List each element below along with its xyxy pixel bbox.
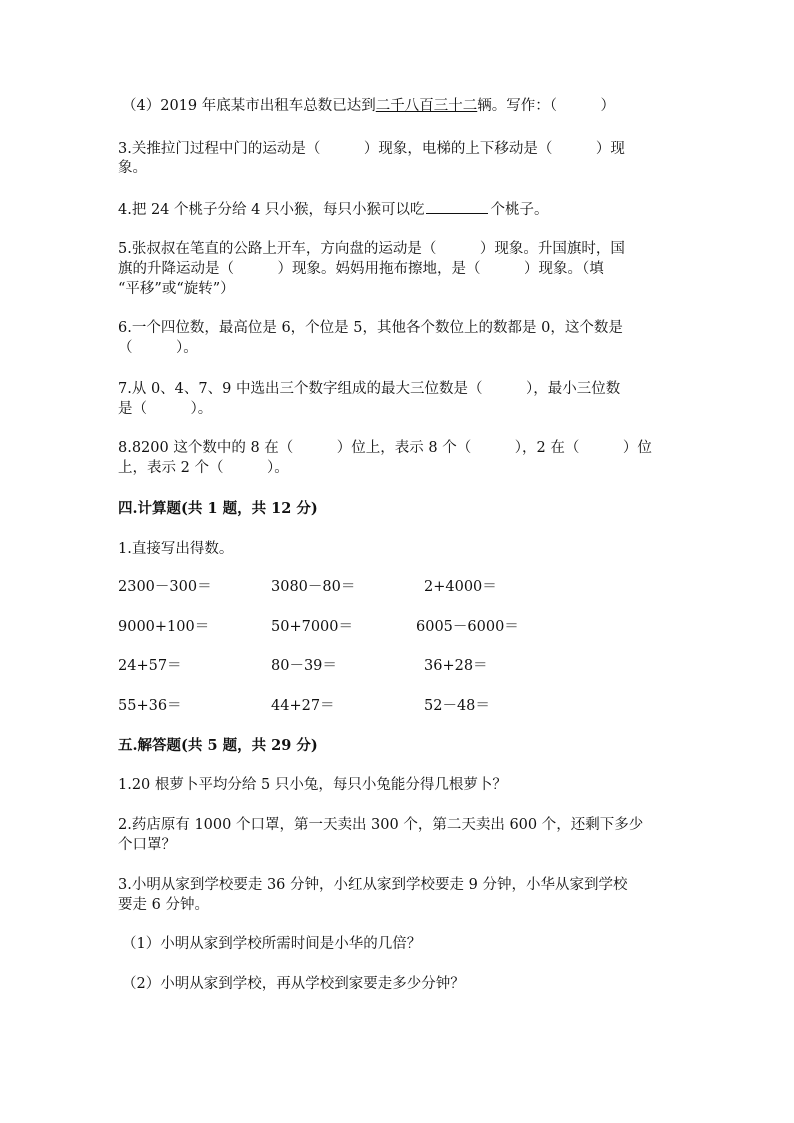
q6-line-1: 6.一个四位数，最高位是 6，个位是 5，其他各个数位上的数都是 0，这个数是: [118, 320, 623, 336]
q4-sub-underlined-number: 二千八百三十二: [375, 98, 478, 114]
calc-r1-c1: 2300－300＝: [118, 579, 212, 595]
section-4-q1: 1.直接写出得数。: [118, 541, 234, 557]
section-5-q3-line-1: 3.小明从家到学校要走 36 分钟，小红从家到学校要走 9 分钟，小华从家到学校: [118, 877, 628, 893]
q7-line-2: 是（ ）。: [118, 401, 213, 417]
calc-r1-c2: 3080－80＝: [271, 579, 356, 595]
section-5-q3-line-2: 要走 6 分钟。: [118, 897, 209, 913]
q4-sub-item: [122, 96, 615, 116]
q3-line-2: 象。: [118, 160, 147, 176]
section-5-q3-sub-2: （2）小明从家到学校，再从学校到家要走多少分钟？: [122, 976, 465, 992]
q5-line-1: 5.张叔叔在笔直的公路上开车，方向盘的运动是（ ）现象。升国旗时，国: [118, 241, 625, 257]
calc-r4-c2: 44+27＝: [271, 698, 335, 714]
section-5-q2-line-2: 个口罩？: [118, 837, 176, 853]
calc-r4-c3: 52－48＝: [424, 698, 490, 714]
q7-line-1: 7.从 0、4、7、9 中选出三个数字组成的最大三位数是（ ），最小三位数: [118, 381, 621, 397]
q5-line-2: 旗的升降运动是（ ）现象。妈妈用拖布擦地，是（ ）现象。（填: [118, 261, 604, 277]
calc-r1-c3: 2+4000＝: [424, 579, 497, 595]
section-4-heading: 四.计算题(共 1 题，共 12 分): [118, 500, 318, 517]
calc-r3-c1: 24+57＝: [118, 658, 182, 674]
q4-text-pre: 4.把 24 个桃子分给 4 只小猴，每只小猴可以吃: [118, 202, 425, 218]
section-5-q1: 1.20 根萝卜平均分给 5 只小兔，每只小兔能分得几根萝卜？: [118, 777, 507, 793]
q4-answer-blank[interactable]: [426, 199, 488, 214]
q4-text-post: 个桃子。: [490, 202, 549, 218]
q8-line-1: 8.8200 这个数中的 8 在（ ）位上，表示 8 个（ ），2 在（ ）位: [118, 440, 652, 456]
q4-sub-text-pre: （4）2019 年底某市出租车总数已达到: [122, 98, 376, 114]
calc-r4-c1: 55+36＝: [118, 698, 182, 714]
section-5-q3-sub-1: （1）小明从家到学校所需时间是小华的几倍？: [122, 936, 422, 952]
q4-item: [118, 199, 548, 220]
section-5-q2-line-1: 2.药店原有 1000 个口罩，第一天卖出 300 个，第二天卖出 600 个，还剩下多少: [118, 817, 644, 833]
section-5-heading: 五.解答题(共 5 题，共 29 分): [118, 737, 318, 754]
calc-r3-c2: 80－39＝: [271, 658, 337, 674]
q4-sub-text-post: 辆。写作：（ ）: [477, 98, 615, 114]
q3-line-1: 3.关推拉门过程中门的运动是（ ）现象，电梯的上下移动是（ ）现: [118, 141, 625, 157]
calc-r2-c2: 50+7000＝: [271, 619, 354, 635]
q5-line-3: “平移”或“旋转”）: [118, 281, 235, 297]
calc-r3-c3: 36+28＝: [424, 658, 488, 674]
calc-r2-c3: 6005－6000＝: [416, 619, 519, 635]
q6-line-2: （ ）。: [118, 340, 198, 356]
calc-r2-c1: 9000+100＝: [118, 619, 210, 635]
q8-line-2: 上，表示 2 个（ ）。: [118, 460, 289, 476]
